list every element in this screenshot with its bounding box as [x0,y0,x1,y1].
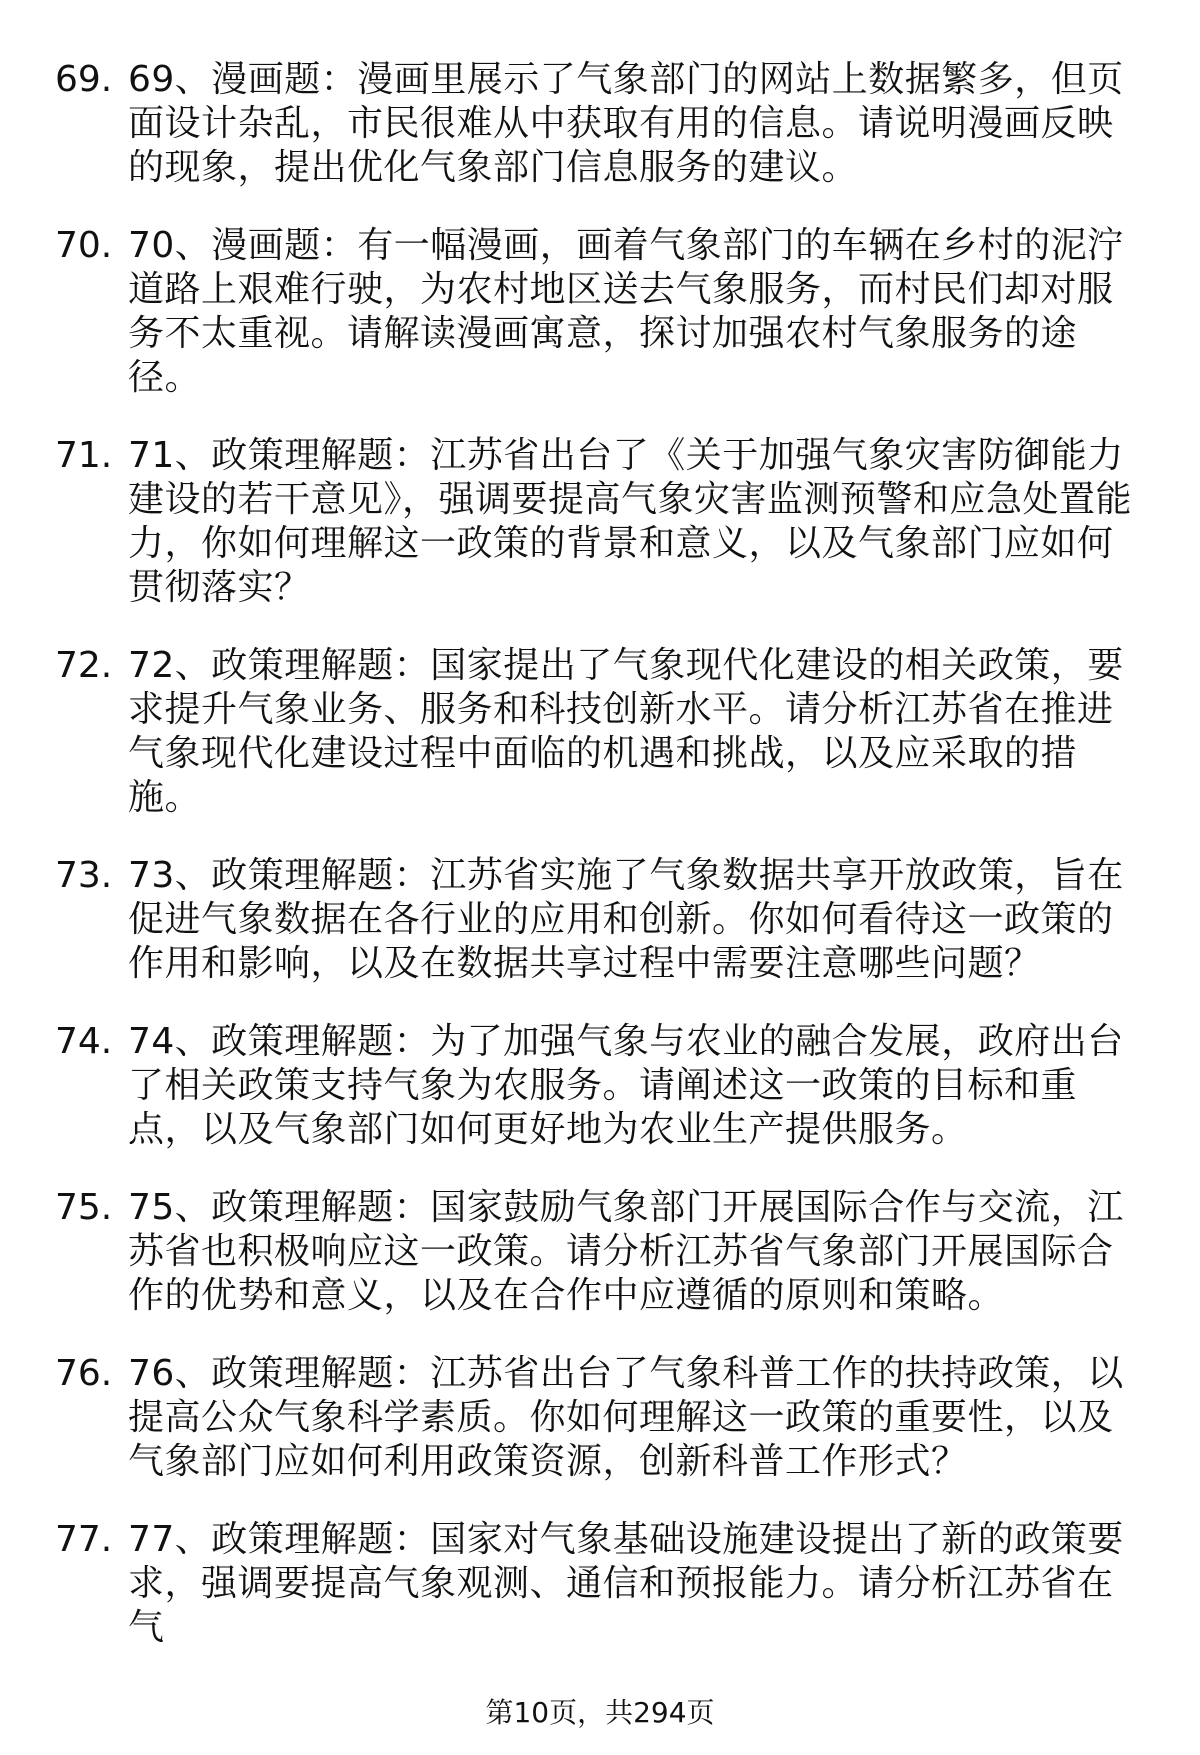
question-text: 77、政策理解题：国家对气象基础设施建设提出了新的政策要求，强调要提高气象观测、通信和预报能力。请分析江苏省在气 [128,1519,1124,1648]
question-text: 70、漫画题：有一幅漫画，画着气象部门的车辆在乡村的泥泞道路上艰难行驶，为农村地区送去气象服务，而村民们却对服务不太重视。请解读漫画寓意，探讨加强农村气象服务的途径。 [128,225,1124,398]
question-item [55,854,1150,986]
question-list [55,58,1150,1684]
question-item [55,1518,1150,1650]
question-item [55,1020,1150,1152]
question-text: 72、政策理解题：国家提出了气象现代化建设的相关政策，要求提升气象业务、服务和科技创新水平。请分析江苏省在推进气象现代化建设过程中面临的机遇和挑战，以及应采取的措施。 [128,645,1124,818]
question-number: 77. [55,1519,113,1560]
question-item [55,58,1150,190]
question-number: 76. [55,1353,113,1394]
question-number: 73. [55,855,113,896]
question-item [55,1352,1150,1484]
question-number: 71. [55,435,113,476]
question-number: 75. [55,1187,113,1228]
question-number: 72. [55,645,113,686]
question-item [55,434,1150,610]
question-number: 70. [55,225,113,266]
question-text: 74、政策理解题：为了加强气象与农业的融合发展，政府出台了相关政策支持气象为农服务。请阐述这一政策的目标和重点，以及气象部门如何更好地为农业生产提供服务。 [128,1021,1124,1150]
page-number-label: 第10页，共294页 [485,1696,715,1729]
question-item [55,1186,1150,1318]
question-text: 75、政策理解题：国家鼓励气象部门开展国际合作与交流，江苏省也积极响应这一政策。请分析江苏省气象部门开展国际合作的优势和意义，以及在合作中应遵循的原则和策略。 [128,1187,1124,1316]
question-text: 69、漫画题：漫画里展示了气象部门的网站上数据繁多，但页面设计杂乱，市民很难从中获取有用的信息。请说明漫画反映的现象，提出优化气象部门信息服务的建议。 [128,59,1124,188]
question-item [55,224,1150,400]
question-text: 73、政策理解题：江苏省实施了气象数据共享开放政策，旨在促进气象数据在各行业的应用和创新。你如何看待这一政策的作用和影响，以及在数据共享过程中需要注意哪些问题？ [128,855,1124,984]
question-item [55,644,1150,820]
question-text: 71、政策理解题：江苏省出台了《关于加强气象灾害防御能力建设的若干意见》，强调要提高气象灾害监测预警和应急处置能力，你如何理解这一政策的背景和意义，以及气象部门应如何贯彻落实？ [128,435,1133,608]
page-footer [0,1695,1200,1731]
question-number: 69. [55,59,113,100]
question-number: 74. [55,1021,113,1062]
question-text: 76、政策理解题：江苏省出台了气象科普工作的扶持政策，以提高公众气象科学素质。你如何理解这一政策的重要性，以及气象部门应如何利用政策资源，创新科普工作形式？ [128,1353,1124,1482]
